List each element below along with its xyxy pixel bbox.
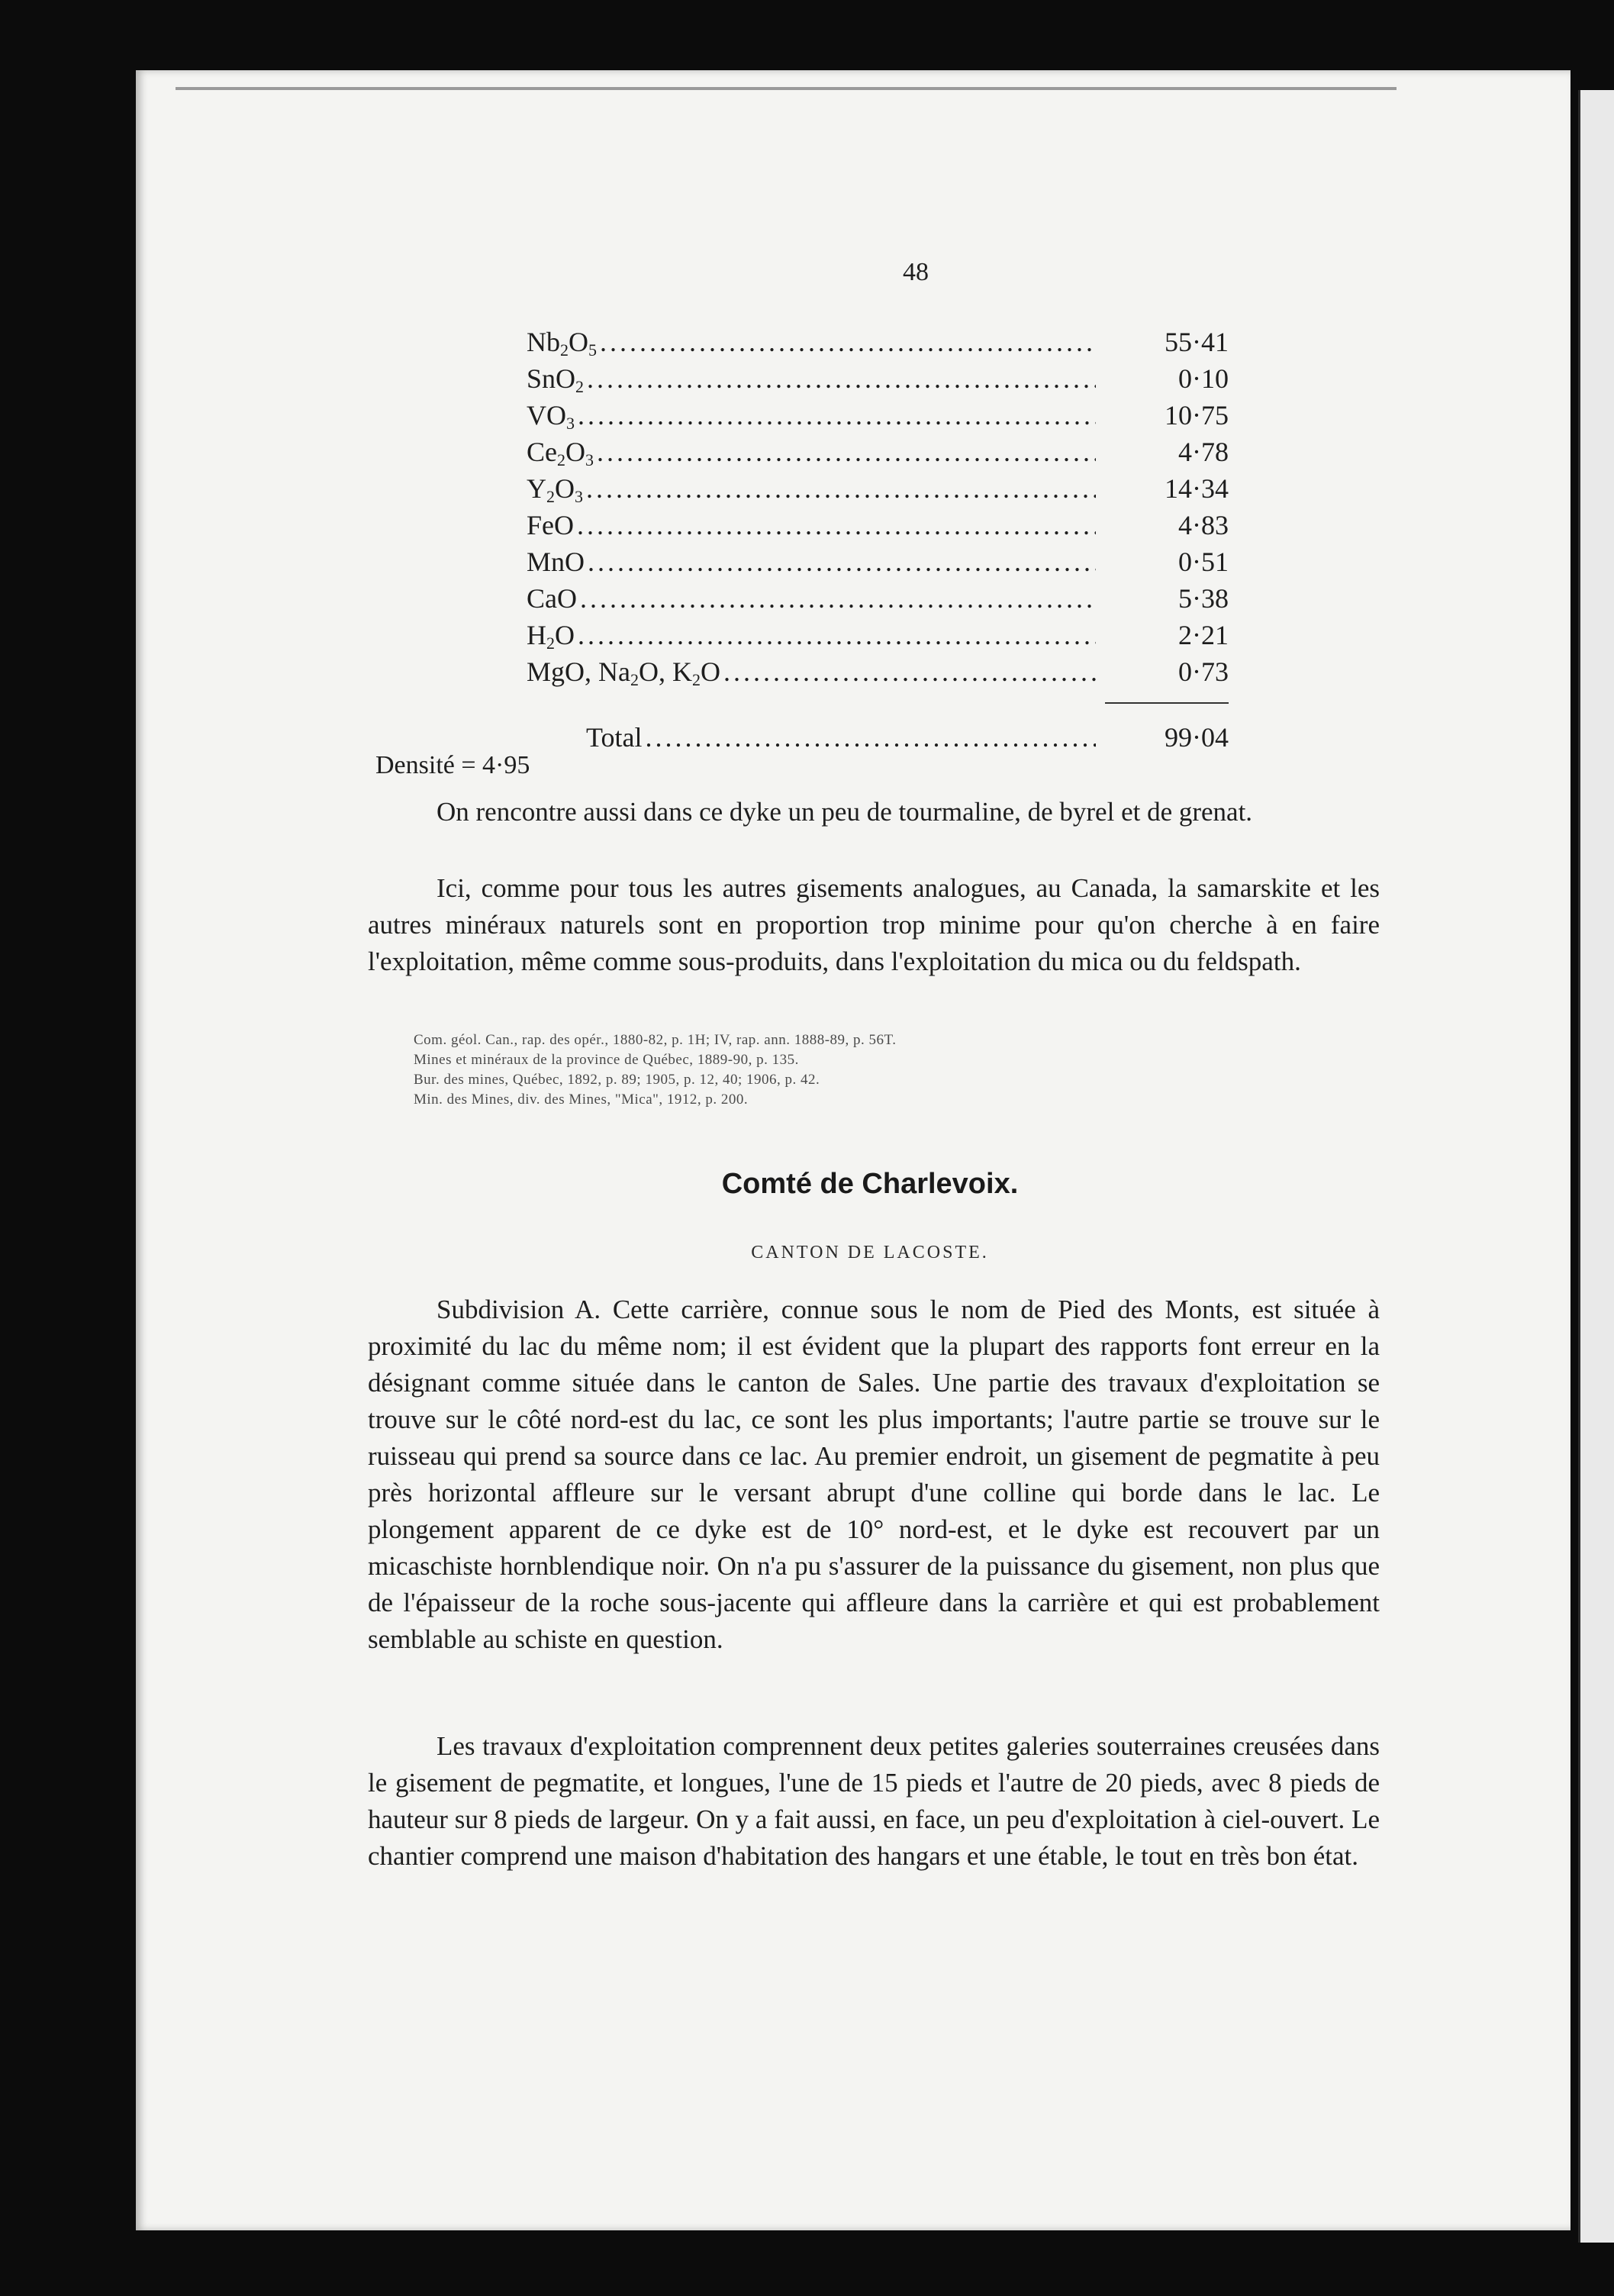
total-row <box>586 719 1229 756</box>
analysis-row <box>527 470 1229 507</box>
compound-value: 4·83 <box>1178 510 1229 540</box>
leader-dots <box>586 470 1096 507</box>
compound-value: 0·73 <box>1178 656 1229 687</box>
analysis-row <box>527 360 1229 397</box>
analysis-row <box>527 397 1229 434</box>
leader-dots <box>587 360 1096 397</box>
references-list <box>414 1030 896 1110</box>
analysis-row <box>527 580 1229 617</box>
leader-dots <box>577 507 1096 543</box>
section-title: Comté de Charlevoix. <box>721 1168 1019 1200</box>
leader-dots <box>600 324 1096 360</box>
leader-dots <box>580 580 1096 617</box>
leader-dots <box>578 617 1096 653</box>
analysis-row <box>527 617 1229 653</box>
compound-name: SnO$_2$ <box>527 363 585 396</box>
compound-name: MnO <box>527 547 585 577</box>
compound-value: 0·51 <box>1178 547 1229 577</box>
compound-value: 55·41 <box>1165 327 1229 357</box>
paragraph-travaux: Les travaux d'exploitation comprennent deux petites galeries souterraines creusées dans le gisement de pegmatite, et longues, l'une de 15 pieds et l'autre de 20 pieds, avec 8 pieds de hauteur sur 8 pieds de largeur. On y a fait aussi, en face, un peu d'exploitation à ciel-ouvert. Le chantier comprend une maison d'habitation des hangars et une étable, le tout en très bon état. <box>368 1731 1380 1871</box>
page-number: 48 <box>903 258 929 286</box>
leader-dots <box>645 719 1096 756</box>
leader-dots <box>578 397 1096 434</box>
total-value: 99·04 <box>1165 722 1229 753</box>
compound-name: $Nb_2O_5$ <box>527 327 597 360</box>
analysis-row <box>527 653 1229 690</box>
compound-value: 10·75 <box>1165 400 1229 430</box>
compound-name: $Y_2O_3$ <box>527 473 583 506</box>
leader-dots <box>588 543 1096 580</box>
analysis-row <box>527 324 1229 360</box>
compound-name: $H_2O$ <box>527 620 575 653</box>
total-label: Total <box>586 722 643 753</box>
compound-name: $VO_3$ <box>527 400 575 433</box>
reference-line: Min. des Mines, div. des Mines, "Mica", 1912, p. 200. <box>414 1092 749 1108</box>
compound-value: 0·10 <box>1178 363 1229 394</box>
compound-name: FeO <box>527 510 574 540</box>
compound-value: 4·78 <box>1178 437 1229 467</box>
reference-line: Com. géol. Can., rap. des opér., 1880-82, p. 1H; IV, rap. ann. 1888-89, p. 56T. <box>414 1032 897 1048</box>
density-line: Densité = 4·95 <box>375 751 530 779</box>
chemical-analysis-table <box>527 324 1229 690</box>
compound-value: 2·21 <box>1178 620 1229 650</box>
compound-value: 14·34 <box>1165 473 1229 504</box>
reference-line: Bur. des mines, Québec, 1892, p. 89; 1905, p. 12, 40; 1906, p. 42. <box>414 1072 820 1088</box>
compound-name: $Ce_2O_3$ <box>527 437 594 469</box>
compound-name: MgO, $Na_2O$, $K_2O$ <box>527 656 720 689</box>
paragraph-samarskite: Ici, comme pour tous les autres gisements analogues, au Canada, la samarskite et les autres minéraux naturels sont en proportion trop minime pour qu'on cherche à en faire l'exploitation, même comme sous-produits, dans l'exploitation du mica ou du feldspath. <box>368 873 1380 976</box>
facing-page-edge <box>1578 90 1614 2243</box>
total-rule <box>1105 702 1229 704</box>
canton-subtitle: CANTON DE LACOSTE. <box>751 1243 989 1262</box>
compound-value: 5·38 <box>1178 583 1229 614</box>
analysis-row <box>527 543 1229 580</box>
analysis-row <box>527 507 1229 543</box>
leader-dots <box>597 434 1096 470</box>
compound-name: CaO <box>527 583 577 614</box>
reference-line: Mines et minéraux de la province de Québec, 1889-90, p. 135. <box>414 1052 799 1068</box>
paragraph-subdivision-a: Subdivision A. Cette carrière, connue sous le nom de Pied des Monts, est située à proximité du lac du même nom; il est évident que la plupart des rapports font erreur en la désignant comme située dans le canton de Sales. Une partie des travaux d'exploitation se trouve sur le côté nord-est du lac, ce sont les plus importants; l'autre partie se trouve sur le ruisseau qui prend sa source dans ce lac. Au premier endroit, un gisement de pegmatite à peu près horizontal affleure sur le versant abrupt d'une colline qui borde dans le lac. Le plongement apparent de ce dyke est de 10° nord-est, et le dyke est recouvert par un micaschiste hornblendique noir. On n'a pu s'assurer de la puissance du gisement, non plus que de l'épaisseur de la roche sous-jacente qui affleure dans la carrière et qui est probablement semblable au schiste en question. <box>368 1295 1380 1654</box>
leader-dots <box>723 653 1096 690</box>
page-edge-line <box>176 87 1397 90</box>
analysis-row <box>527 434 1229 470</box>
paragraph-tourmaline: On rencontre aussi dans ce dyke un peu de tourmaline, de byrel et de grenat. <box>437 797 1253 827</box>
